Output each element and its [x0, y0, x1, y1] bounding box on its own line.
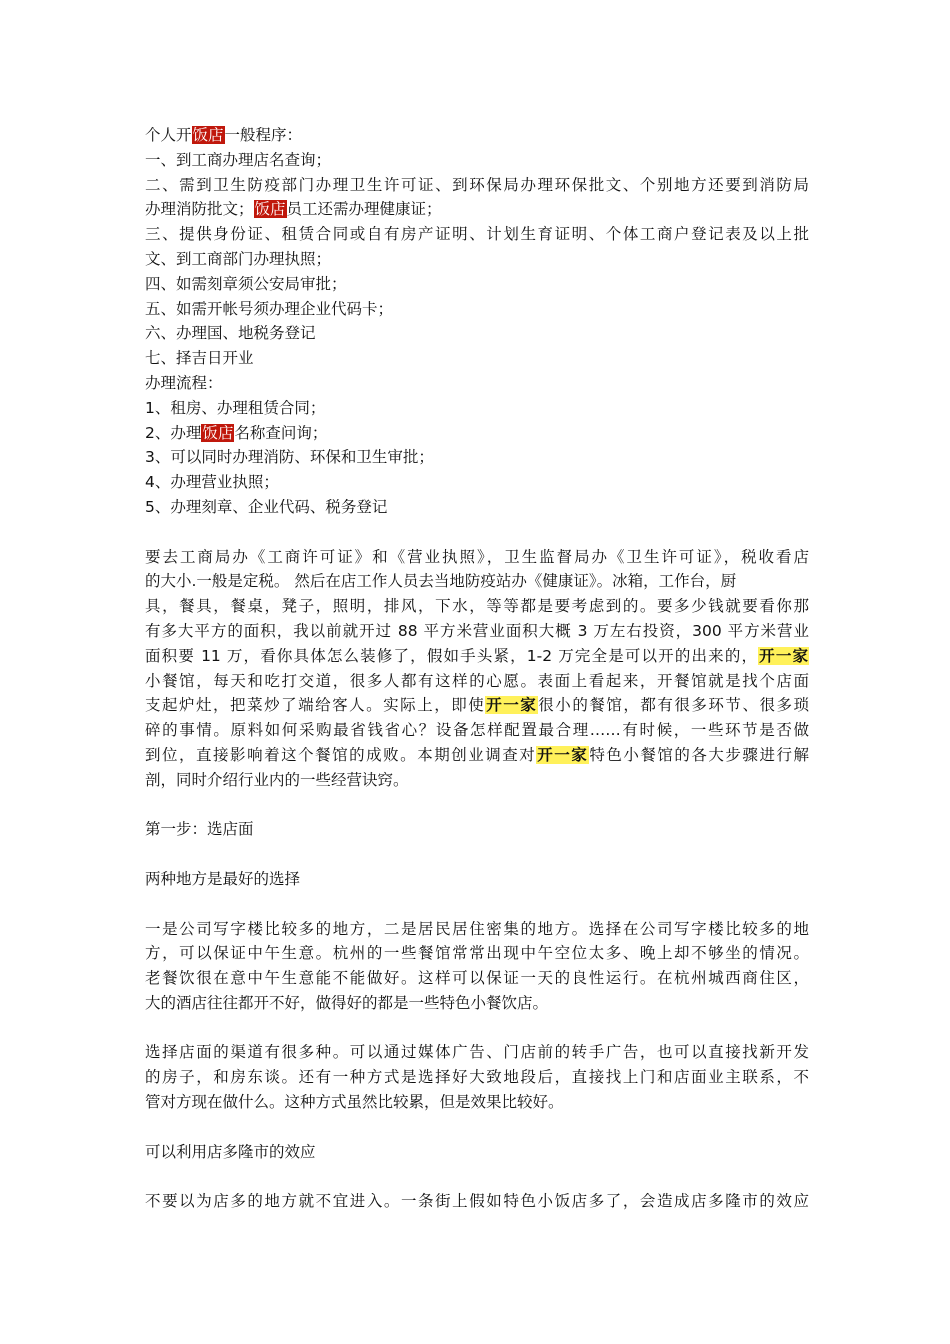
- text-segment: 名称查问询；: [234, 423, 328, 442]
- text-segment: 个人开: [145, 126, 192, 144]
- text-segment: 方，可以保证中午生意。杭州的一些餐馆常常出现中午空位太多、晚上却不够坐的情况。: [145, 944, 809, 963]
- keyword-highlight-yellow: 开一家: [759, 646, 808, 665]
- text-line: [145, 941, 809, 966]
- text-segment: 支起炉灶，把菜炒了端给客人。实际上，即使: [145, 696, 486, 715]
- text-line: [145, 470, 809, 495]
- text-line: [145, 569, 809, 594]
- keyword-highlight-yellow: 开一家: [486, 696, 538, 715]
- text-line: [145, 917, 809, 942]
- text-line: [145, 1090, 809, 1115]
- text-segment: 2、办理: [145, 423, 202, 442]
- blank-line: [145, 892, 809, 917]
- text-segment: 不要以为店多的地方就不宜进入。一条街上假如特色小饭店多了，会造成店多隆市的效应: [145, 1192, 809, 1211]
- keyword-highlight-red: 饭店: [192, 126, 224, 144]
- text-line: [145, 247, 809, 272]
- text-line: [145, 1065, 809, 1090]
- text-segment: 剖，同时介绍行业内的一些经营诀窍。: [145, 770, 409, 789]
- text-line: [145, 718, 809, 743]
- text-line: [145, 346, 809, 371]
- text-line: [145, 817, 809, 842]
- text-line: [145, 768, 809, 793]
- text-segment: 碎的事情。原料如何采购最省钱省心？设备怎样配置最合理……有时候，一些环节是否做: [145, 721, 809, 740]
- text-segment: 1、租房、办理租赁合同；: [145, 398, 326, 417]
- text-segment: 三、提供身份证、租赁合同或自有房产证明、计划生育证明、个体工商户登记表及以上批: [145, 225, 809, 244]
- text-line: [145, 619, 809, 644]
- text-line: [145, 321, 809, 346]
- text-line: [145, 297, 809, 322]
- text-line: [145, 123, 809, 148]
- text-segment: 一般程序：: [224, 126, 303, 144]
- text-line: [145, 173, 809, 198]
- text-line: [145, 1189, 809, 1214]
- text-segment: 文、到工商部门办理执照；: [145, 249, 332, 268]
- text-line: [145, 644, 809, 669]
- text-line: [145, 594, 809, 619]
- text-segment: 面积要 11 万，看你具体怎么装修了，假如手头紧，1-2 万完全是可以开的出来的，: [145, 646, 759, 665]
- text-line: [145, 545, 809, 570]
- blank-line: [145, 842, 809, 867]
- text-segment: 选择店面的渠道有很多种。可以通过媒体广告、门店前的转手广告，也可以直接找新开发: [145, 1043, 809, 1062]
- text-segment: 员工还需办理健康证；: [286, 200, 442, 219]
- blank-line: [145, 793, 809, 818]
- text-segment: 3、可以同时办理消防、环保和卫生审批；: [145, 448, 434, 467]
- text-segment: 七、择吉日开业: [145, 349, 254, 368]
- text-segment: 六、办理国、地税务登记: [145, 324, 316, 343]
- text-segment: 要去工商局办《工商许可证》和《营业执照》，卫生监督局办《卫生许可证》，税收看店: [145, 547, 809, 566]
- text-line: [145, 396, 809, 421]
- text-line: [145, 421, 809, 446]
- text-segment: 办理流程：: [145, 373, 223, 392]
- text-segment: 大的酒店往往都开不好，做得好的都是一些特色小餐饮店。: [145, 993, 549, 1012]
- text-line: [145, 1040, 809, 1065]
- text-segment: 4、办理营业执照；: [145, 473, 279, 492]
- text-line: [145, 867, 809, 892]
- keyword-highlight-red: 饭店: [202, 423, 234, 442]
- text-line: [145, 222, 809, 247]
- text-segment: 小餐馆，每天和吃打交道，很多人都有这样的心愿。表面上看起来，开餐馆就是找个店面: [145, 671, 809, 690]
- blank-line: [145, 1164, 809, 1189]
- text-segment: 办理消防批文；: [145, 200, 254, 219]
- text-line: [145, 197, 809, 222]
- text-segment: 五、如需开帐号须办理企业代码卡；: [145, 299, 394, 318]
- text-line: [145, 371, 809, 396]
- text-segment: 特色小餐馆的各大步骤进行解: [589, 745, 809, 764]
- keyword-highlight-yellow: 开一家: [537, 745, 589, 764]
- text-line: [145, 272, 809, 297]
- text-line: [145, 148, 809, 173]
- text-segment: 的房子，和房东谈。还有一种方式是选择好大致地段后，直接找上门和店面业主联系，不: [145, 1068, 809, 1087]
- text-segment: 二、需到卫生防疫部门办理卫生许可证、到环保局办理环保批文、个别地方还要到消防局: [145, 175, 809, 194]
- text-segment: 两种地方是最好的选择: [145, 869, 301, 888]
- text-line: [145, 743, 809, 768]
- text-segment: 老餐饮很在意中午生意能不能做好。这样可以保证一天的良性运行。在杭州城西商住区，: [145, 969, 809, 988]
- text-line: [145, 669, 809, 694]
- text-line: [145, 1140, 809, 1165]
- text-segment: 一、到工商办理店名查询；: [145, 150, 332, 169]
- text-segment: 具，餐具，餐桌，凳子，照明，排风，下水，等等都是要考虑到的。要多少钱就要看你那: [145, 597, 809, 616]
- text-segment: 一是公司写字楼比较多的地方，二是居民居住密集的地方。选择在公司写字楼比较多的地: [145, 919, 809, 938]
- text-segment: 很小的餐馆，都有很多环节、很多琐: [538, 696, 809, 715]
- text-segment: 的大小.一般是定税。 然后在店工作人员去当地防疫站办《健康证》。冰箱，工作台，厨: [145, 572, 737, 591]
- document-body: [145, 123, 809, 1214]
- text-segment: 可以利用店多隆市的效应: [145, 1142, 316, 1161]
- text-line: [145, 966, 809, 991]
- blank-line: [145, 520, 809, 545]
- text-line: [145, 693, 809, 718]
- text-segment: 第一步：选店面: [145, 820, 254, 839]
- text-line: [145, 991, 809, 1016]
- text-line: [145, 495, 809, 520]
- text-segment: 5、办理刻章、企业代码、税务登记: [145, 497, 388, 516]
- keyword-highlight-red: 饭店: [254, 200, 286, 219]
- text-line: [145, 445, 809, 470]
- text-segment: 到位，直接影响着这个餐馆的成败。本期创业调查对: [145, 745, 537, 764]
- blank-line: [145, 1115, 809, 1140]
- text-segment: 四、如需刻章须公安局审批；: [145, 274, 347, 293]
- text-segment: 有多大平方的面积，我以前就开过 88 平方米营业面积大概 3 万左右投资，300 平方米营业: [145, 621, 809, 640]
- blank-line: [145, 1016, 809, 1041]
- text-segment: 管对方现在做什么。这种方式虽然比较累，但是效果比较好。: [145, 1093, 564, 1112]
